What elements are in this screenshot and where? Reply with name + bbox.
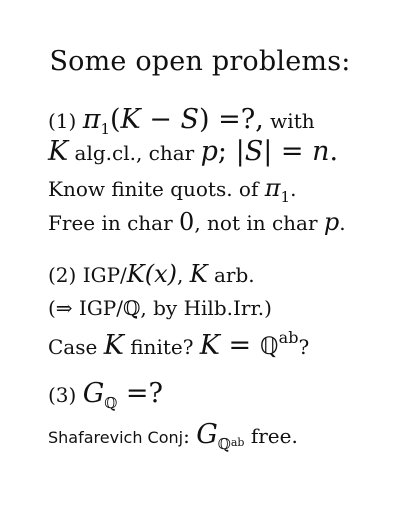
problem2-line3: Case K finite? K = ℚ$^{ab}$? — [48, 328, 310, 361]
problem2-line2: (⇒ IGP/ℚ, by Hilb.Irr.) — [48, 296, 272, 320]
problem1-number: (1) — [48, 109, 77, 133]
problem1-line2: K alg.cl., char p; |S| = n. — [48, 136, 339, 167]
problem1-line1: (1) $\pi_1(K - S)$ =?, with — [48, 104, 315, 138]
problem1-line3: Know finite quots. of $\pi_1$. — [48, 174, 297, 206]
problem1-line4: Free in char 0, not in char p. — [48, 208, 346, 236]
problem3-line2: Shafarevich Conj: $G_ℚab$ free. — [48, 419, 298, 453]
slide-title: Some open problems: — [49, 46, 351, 77]
problem2-line1: (2) IGP/K(x), K arb. — [48, 260, 255, 288]
problem3-line1: (3) $G_ℚ$ =? — [48, 378, 164, 412]
